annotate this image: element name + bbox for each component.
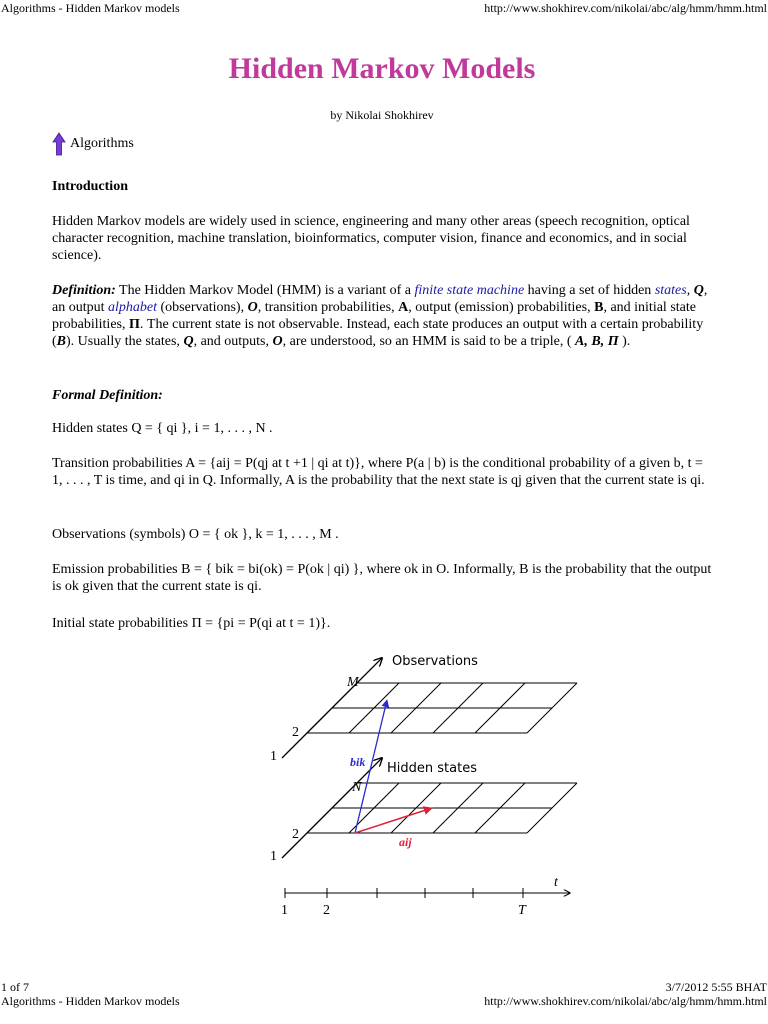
- symbol-a: A: [398, 300, 409, 315]
- symbol-o: O: [272, 334, 283, 349]
- definition-paragraph: [52, 282, 712, 350]
- definition-text: ,: [686, 283, 694, 298]
- hidden-states-definition: Hidden states Q = { qi }, i = 1, . . . , N .: [52, 421, 273, 436]
- page-title: Hidden Markov Models: [228, 52, 536, 85]
- algorithms-link-label: Algorithms: [70, 136, 134, 151]
- header-url: http://www.shokhirev.com/nikolai/abc/alg/hmm/hmm.html: [484, 1, 767, 15]
- aij-label: aij: [399, 835, 412, 849]
- t-axis-label: t: [554, 875, 558, 890]
- observations-definition: Observations (symbols) O = { ok }, k = 1, . . . , M .: [52, 527, 339, 542]
- page-number: 1 of 7: [1, 980, 29, 994]
- symbol-q: Q: [183, 334, 194, 349]
- transition-arrow: [355, 808, 432, 833]
- definition-text: ).: [618, 334, 631, 349]
- observations-grid: [282, 658, 577, 758]
- footer-title: Algorithms - Hidden Markov models: [1, 994, 180, 1008]
- initial-probabilities-definition: Initial state probabilities Π = {pi = P(qi at t = 1)}.: [52, 616, 331, 631]
- symbol-pi: Π: [129, 317, 140, 332]
- observations-label: Observations: [392, 654, 478, 669]
- definition-text: , an output: [52, 283, 708, 315]
- up-arrow-icon: [52, 132, 66, 156]
- footer-url: http://www.shokhirev.com/nikolai/abc/alg/hmm/hmm.html: [484, 994, 767, 1008]
- definition-text: , are understood, so an HMM is said to be a triple, (: [282, 334, 576, 349]
- symbol-b: B: [56, 334, 67, 349]
- definition-text: having a set of hidden: [524, 283, 655, 298]
- print-datetime: 3/7/2012 5:55 BHAT: [665, 980, 767, 994]
- one-label: 1: [270, 849, 277, 864]
- axis-tick-T: T: [518, 903, 526, 918]
- two-label: 2: [292, 827, 299, 842]
- axis-tick-1: 1: [281, 903, 288, 918]
- algorithms-link[interactable]: [52, 132, 134, 156]
- symbol-o: O: [247, 300, 258, 315]
- time-axis: [285, 888, 570, 898]
- byline: by Nikolai Shokhirev: [330, 108, 434, 122]
- two-label: 2: [292, 725, 299, 740]
- definition-text: ). Usually the states,: [66, 334, 184, 349]
- definition-text: . The current state is not observable. Instead, each state produces an output with a certain probability (: [52, 317, 704, 349]
- symbol-b: B: [594, 300, 604, 315]
- m-label: M: [347, 675, 359, 690]
- formal-definition-heading: Formal Definition:: [52, 388, 163, 403]
- hmm-triple: A, B, Π: [575, 334, 619, 349]
- n-label: N: [352, 780, 362, 795]
- intro-heading: Introduction: [52, 179, 128, 194]
- definition-text: , and initial state probabilities,: [52, 300, 696, 332]
- definition-text: , transition probabilities,: [257, 300, 399, 315]
- one-label: 1: [270, 749, 277, 764]
- definition-text: (observations),: [157, 300, 248, 315]
- alphabet-link[interactable]: alphabet: [108, 300, 157, 315]
- axis-tick-2: 2: [323, 903, 330, 918]
- header-title: Algorithms - Hidden Markov models: [1, 1, 180, 15]
- emission-probabilities-definition: Emission probabilities B = { bik = bi(ok) = P(ok | qi) }, where ok in O. Informally, B is the probability that the output is ok given that the current state is qi.: [52, 562, 712, 594]
- finite-state-machine-link[interactable]: finite state machine: [414, 283, 525, 298]
- definition-text: The Hidden Markov Model (HMM) is a variant of a: [115, 283, 415, 298]
- intro-text: Hidden Markov models are widely used in science, engineering and many other areas (speech recognition, optical character recognition, machine translation, bioinformatics, computer vision, finance and economics, and in social science).: [52, 214, 690, 263]
- symbol-q: Q: [693, 283, 704, 298]
- bik-label: bik: [350, 755, 366, 769]
- definition-label: Definition:: [52, 283, 116, 298]
- definition-text: , and outputs,: [193, 334, 273, 349]
- hmm-lattice-diagram: [270, 648, 577, 918]
- states-link[interactable]: states: [654, 283, 687, 298]
- hidden-states-label: Hidden states: [387, 761, 477, 776]
- definition-text: , output (emission) probabilities,: [408, 300, 595, 315]
- transition-probabilities-definition: Transition probabilities A = {aij = P(qj at t +1 | qi at t)}, where P(a | b) is the conditional probability of a given b, t = 1, . . . , T is time, and qi in Q. Informally, A is the probability that the next state is qj given that the current state is qi.: [52, 456, 705, 488]
